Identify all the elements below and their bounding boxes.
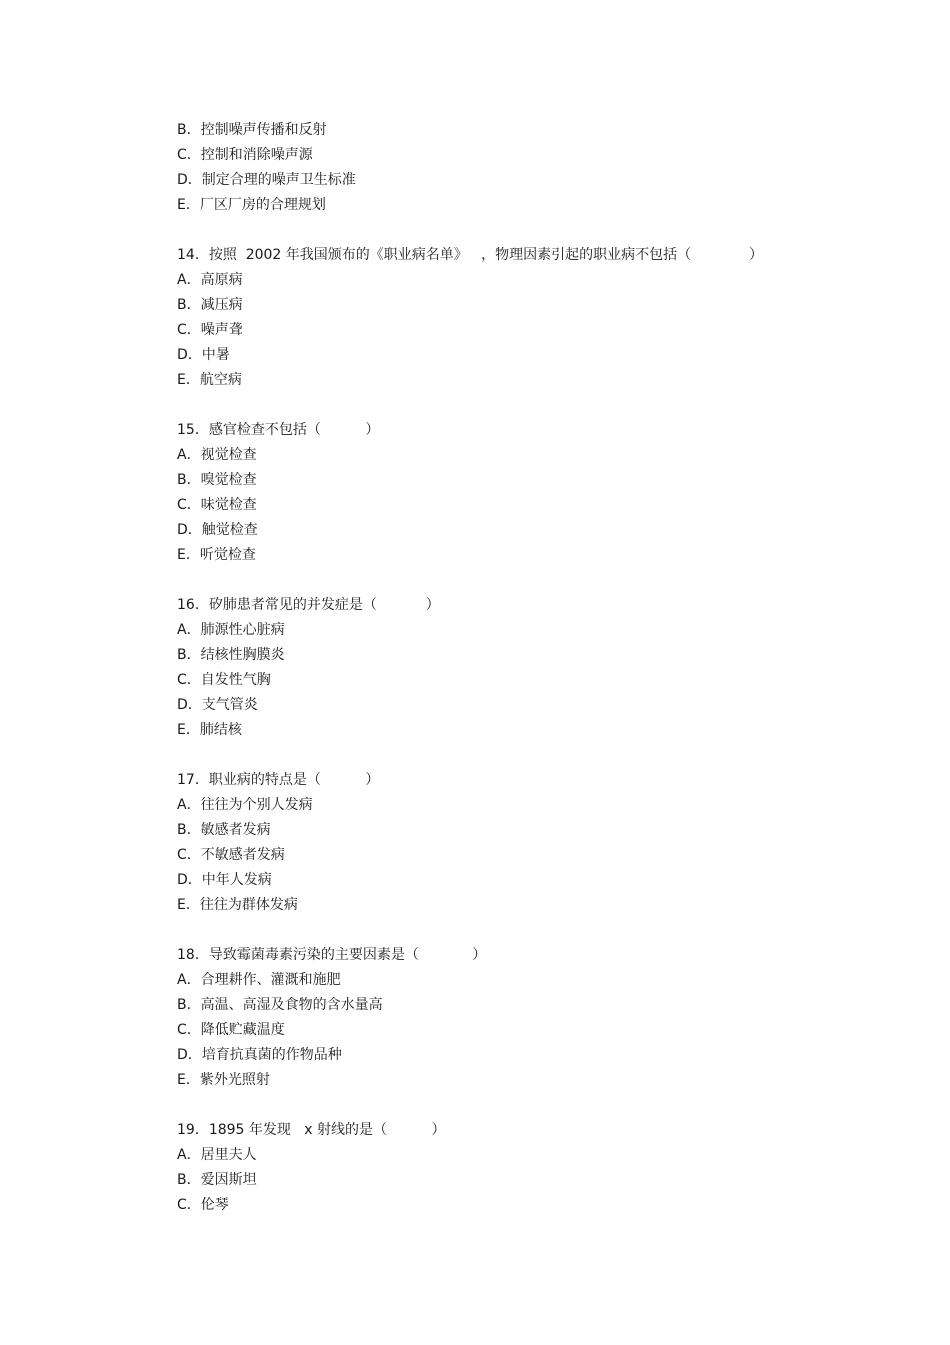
question-17 [177,768,857,918]
question-19 [177,1118,857,1218]
option-a: A．居里夫人 [177,1147,257,1163]
option-c: C．自发性气胸 [177,672,271,688]
option-b: B．控制噪声传播和反射 [177,122,327,138]
option-a: A．往往为个别人发病 [177,797,313,813]
option-d: D．中年人发病 [177,872,272,888]
question-stem: 19．1895 年发现 x 射线的是（ ） [177,1122,446,1138]
option-b: B．爱因斯坦 [177,1172,257,1188]
option-e: E．紫外光照射 [177,1072,270,1088]
option-a: A．视觉检查 [177,447,257,463]
option-d: D．支气管炎 [177,697,258,713]
question-15 [177,418,857,568]
option-b: B．敏感者发病 [177,822,271,838]
option-e: E．厂区厂房的合理规划 [177,197,326,213]
question-16 [177,593,857,743]
option-a: A．高原病 [177,272,243,288]
option-b: B．高温、高湿及食物的含水量高 [177,997,383,1013]
question-stem: 15．感官检查不包括（ ） [177,422,380,438]
option-a: A．合理耕作、灌溉和施肥 [177,972,341,988]
option-e: E．航空病 [177,372,242,388]
option-a: A．肺源性心脏病 [177,622,285,638]
option-c: C．不敏感者发病 [177,847,285,863]
option-d: D．培育抗真菌的作物品种 [177,1047,342,1063]
continued-options [177,118,857,218]
option-c: C．噪声聋 [177,322,243,338]
option-b: B．减压病 [177,297,243,313]
question-stem: 16．矽肺患者常见的并发症是（ ） [177,597,440,613]
option-c: C．味觉检查 [177,497,257,513]
document-page [177,118,857,1218]
option-e: E．听觉检查 [177,547,256,563]
option-c: C．控制和消除噪声源 [177,147,313,163]
question-stem: 18．导致霉菌毒素污染的主要因素是（ ） [177,947,487,963]
option-e: E．往往为群体发病 [177,897,298,913]
question-14 [177,243,857,393]
option-d: D．触觉检查 [177,522,258,538]
option-b: B．嗅觉检查 [177,472,257,488]
option-d: D．中暑 [177,347,230,363]
option-c: C．伦琴 [177,1197,229,1213]
option-b: B．结核性胸膜炎 [177,647,285,663]
option-e: E．肺结核 [177,722,242,738]
question-stem: 17．职业病的特点是（ ） [177,772,380,788]
option-c: C．降低贮藏温度 [177,1022,285,1038]
question-18 [177,943,857,1093]
option-d: D．制定合理的噪声卫生标准 [177,172,356,188]
question-stem: 14．按照 2002 年我国颁布的《职业病名单》 ，物理因素引起的职业病不包括（ ） [177,247,763,263]
